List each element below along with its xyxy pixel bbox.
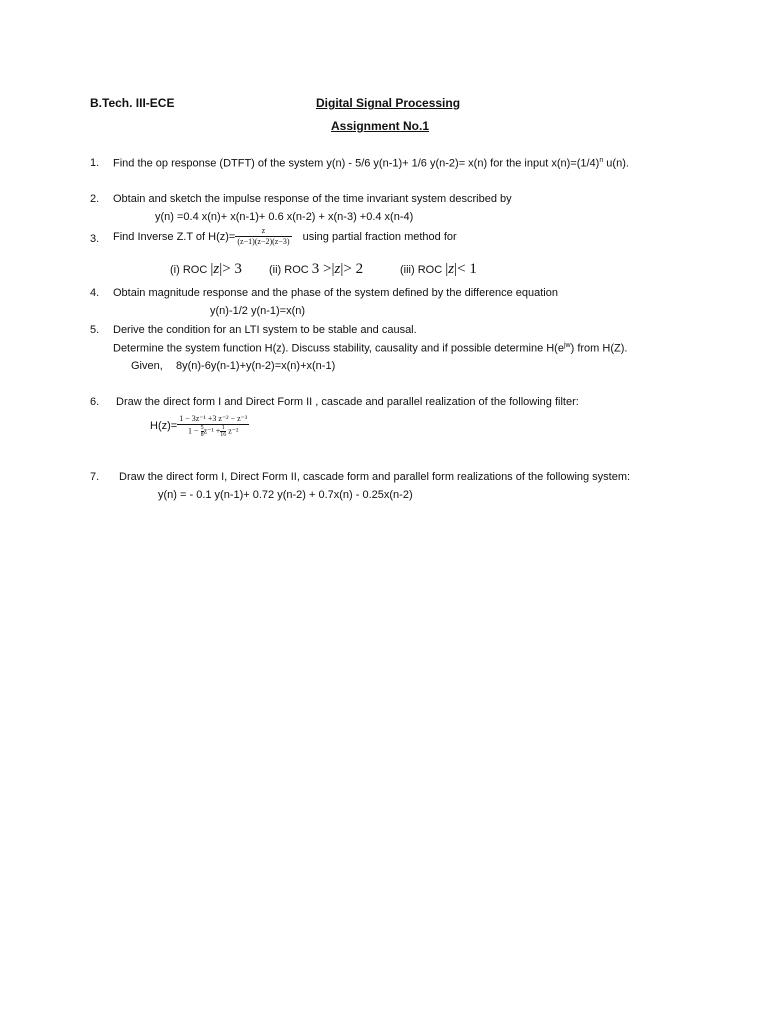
question-6-transfer-function [150, 414, 249, 438]
question-6-number: 6. [90, 396, 100, 408]
roc-1-expression: > 3 [222, 261, 242, 277]
den-fraction-1-denominator: 8 [200, 432, 204, 438]
roc-2-variable: z [334, 261, 341, 277]
roc-2-prefix: 3 > [311, 261, 332, 277]
roc-2-expression: > 2 [343, 261, 364, 277]
question-1-superscript: n [599, 157, 604, 164]
question-3-number: 3. [90, 233, 100, 245]
roc-3-expression: < 1 [457, 261, 477, 277]
question-4-equation: y(n)-1/2 y(n-1)=x(n) [210, 305, 306, 317]
question-4-number: 4. [90, 287, 100, 299]
question-2-equation: y(n) =0.4 x(n)+ x(n-1)+ 0.6 x(n-2) + x(n-3) +0.4 x(n-4) [155, 211, 414, 223]
roc-3-label: (iii) ROC [400, 264, 443, 276]
question-5-line-2-end: ) from H(Z). [570, 342, 628, 355]
question-5-given-equation: 8y(n)-6y(n-1)+y(n-2)=x(n)+x(n-1) [176, 360, 336, 372]
roc-1-label: (i) ROC [170, 264, 208, 276]
question-5-line-2 [113, 342, 627, 355]
roc-3-variable: z [448, 261, 455, 277]
document-title: Digital Signal Processing [316, 96, 461, 110]
question-3-fraction [235, 226, 291, 247]
question-1-text [113, 157, 629, 170]
fraction-numerator: 1 − 3z⁻¹ +3 z⁻² − z⁻³ [179, 414, 248, 423]
question-5-number: 5. [90, 324, 100, 336]
question-6-text: Draw the direct form I and Direct Form II , cascade and parallel realization of the following filter: [116, 396, 579, 408]
roc-2-label: (ii) ROC [269, 264, 309, 276]
den-fraction-1-numerator: 5 [200, 425, 204, 431]
question-1-text-end: u(n). [603, 157, 629, 170]
fraction-numerator: z [261, 226, 266, 235]
roc-option-3: (iii) ROC |z|< 1 [400, 261, 477, 277]
question-7-number: 7. [90, 471, 100, 483]
roc-option-1: (i) ROC |z|> 3 [170, 261, 242, 277]
question-1-number: 1. [90, 157, 100, 169]
question-1-text-main: Find the op response (DTFT) of the system y(n) - 5/6 y(n-1)+ 1/6 y(n-2)= x(n) for the input x(n)=(1/4) [113, 157, 600, 170]
question-7-equation: y(n) = - 0.1 y(n-1)+ 0.72 y(n-2) + 0.7x(n) - 0.25x(n-2) [158, 489, 413, 501]
question-6-fraction [177, 414, 249, 438]
assignment-title: Assignment No.1 [331, 119, 430, 133]
roc-option-2: (ii) ROC 3 >|z|> 2 [269, 261, 364, 277]
den-fraction-2-numerator: 1 [221, 425, 225, 431]
question-7-text: Draw the direct form I, Direct Form II, cascade form and parallel form realizations of the following system: [119, 471, 631, 483]
den-part-a: 1 − [188, 426, 199, 436]
den-part-b: z⁻¹ + [203, 426, 221, 436]
question-5-line-2-main: Determine the system function H(z). Discuss stability, causality and if possible determine H(e [113, 342, 564, 355]
question-5-given-label: Given, [131, 360, 163, 372]
h-z-label: H(z)= [150, 420, 178, 432]
question-2-text: Obtain and sketch the impulse response of the time invariant system described by [113, 193, 512, 205]
den-part-c: z⁻² [228, 426, 239, 436]
den-fraction-2-denominator: 16 [220, 432, 227, 438]
question-5-text: Derive the condition for an LTI system to be stable and causal. [113, 324, 417, 336]
question-3-prefix: Find Inverse Z.T of H(z)= [113, 230, 236, 243]
question-4-text: Obtain magnitude response and the phase of the system defined by the difference equation [113, 287, 558, 299]
fraction-denominator [177, 424, 249, 438]
question-3-suffix: using partial fraction method for [302, 230, 457, 243]
fraction-denominator: (z−1)(z−2)(z−3) [237, 237, 290, 246]
question-3-text [113, 226, 457, 247]
den-fraction-1-16 [220, 425, 226, 438]
roc-1-variable: z [213, 261, 220, 277]
question-2-number: 2. [90, 193, 100, 205]
question-5-superscript: jw [563, 342, 571, 349]
course-label: B.Tech. III-ECE [90, 96, 175, 110]
